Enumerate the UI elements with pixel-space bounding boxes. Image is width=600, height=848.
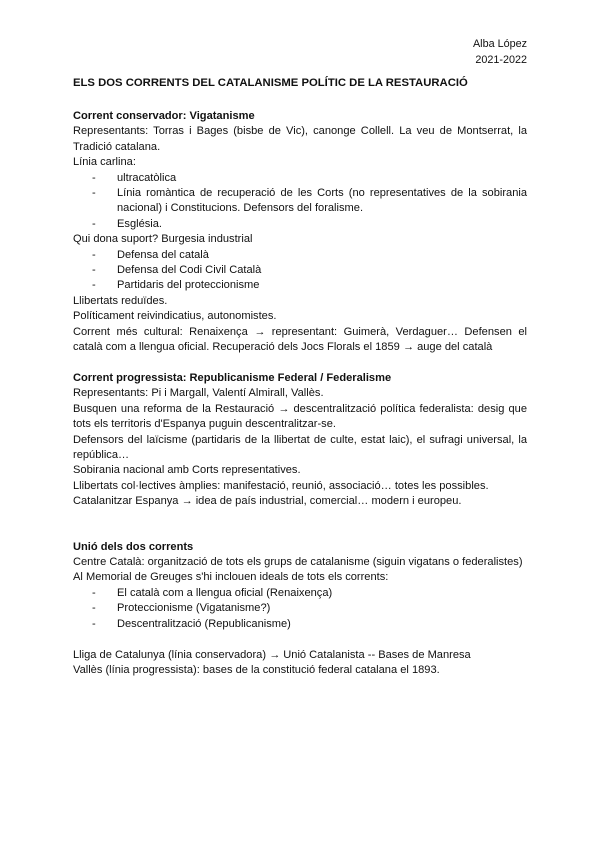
bullet-list [73, 586, 527, 632]
list-item: - El català com a llengua oficial (Renaixença) [73, 586, 527, 601]
document-header [473, 36, 527, 68]
list-item: - Partidaris del proteccionisme [73, 278, 527, 293]
list-item: - Defensa del Codi Civil Català [73, 263, 527, 278]
paragraph: Al Memorial de Greuges s'hi inclouen ideals de tots els corrents: [73, 571, 389, 584]
paragraph: Políticament reivindicatius, autonomistes. [73, 310, 277, 323]
author-name: Alba López [472, 38, 527, 50]
paragraph: Representants: Torras i Bages (bisbe de Vic), canonge Collell. La veu de Montserrat, la Tradició catalana. [73, 125, 527, 153]
section-heading-conservador: Corrent conservador: Vigatanisme [73, 110, 255, 122]
paragraph: Qui dona suport? Burgesia industrial [73, 233, 253, 246]
paragraph: Representants: Pi i Margall, Valentí Almirall, Vallès. [73, 387, 324, 400]
document-title: ELS DOS CORRENTS DEL CATALANISME POLÍTIC DE LA RESTAURACIÓ [73, 77, 468, 89]
list-item: - Línia romàntica de recuperació de les Corts (no representatives de la sobirania nacional) i Constitucions. Defensors del foralisme. [73, 186, 527, 217]
paragraph: Defensors del laïcisme (partidaris de la llibertat de culte, estat laic), el sufragi universal, la república… [73, 433, 527, 462]
document-body [73, 109, 527, 678]
paragraph: Busquen una reforma de la Restauració → descentralització política federalista: desig que tots els territoris d'Espanya puguin descentralitzar-se. [73, 402, 527, 431]
paragraph: Sobirania nacional amb Corts representatives. [73, 464, 301, 477]
spacer [73, 510, 527, 540]
list-item: - Proteccionisme (Vigatanisme?) [73, 601, 527, 616]
paragraph: Corrent més cultural: Renaixença → representant: Guimerà, Verdaguer… Defensen el català com a llengua oficial. Recuperació dels Jocs Florals el 1859 → auge del català [73, 325, 527, 354]
paragraph: Catalanitzar Espanya → idea de país industrial, comercial… modern i europeu. [73, 495, 462, 508]
spacer [73, 632, 527, 648]
paragraph: Llibertats col·lectives àmplies: manifestació, reunió, associació… totes les possibles. [73, 479, 489, 492]
list-item: - Descentralització (Republicanisme) [73, 617, 527, 632]
list-item: - Església. [73, 217, 527, 232]
paragraph: Llibertats reduïdes. [73, 294, 168, 307]
school-year: 2021-2022 [475, 54, 527, 66]
section-heading-unio: Unió dels dos corrents [73, 540, 194, 553]
paragraph: Lliga de Catalunya (línia conservadora) → Unió Catalanista -- Bases de Manresa [73, 648, 471, 661]
bullet-list [73, 248, 527, 294]
spacer [73, 356, 527, 372]
paragraph: Vallès (línia progressista): bases de la constitució federal catalana el 1893. [73, 664, 440, 676]
section-heading-progressista: Corrent progressista: Republicanisme Federal / Federalisme [73, 372, 392, 384]
bullet-list [73, 171, 527, 233]
paragraph: Línia carlina: [73, 156, 136, 169]
list-item: - ultracatòlica [73, 171, 527, 186]
list-item: - Defensa del català [73, 248, 527, 263]
paragraph: Centre Català: organització de tots els grups de catalanisme (siguin vigatans o federalistes) [73, 556, 523, 569]
